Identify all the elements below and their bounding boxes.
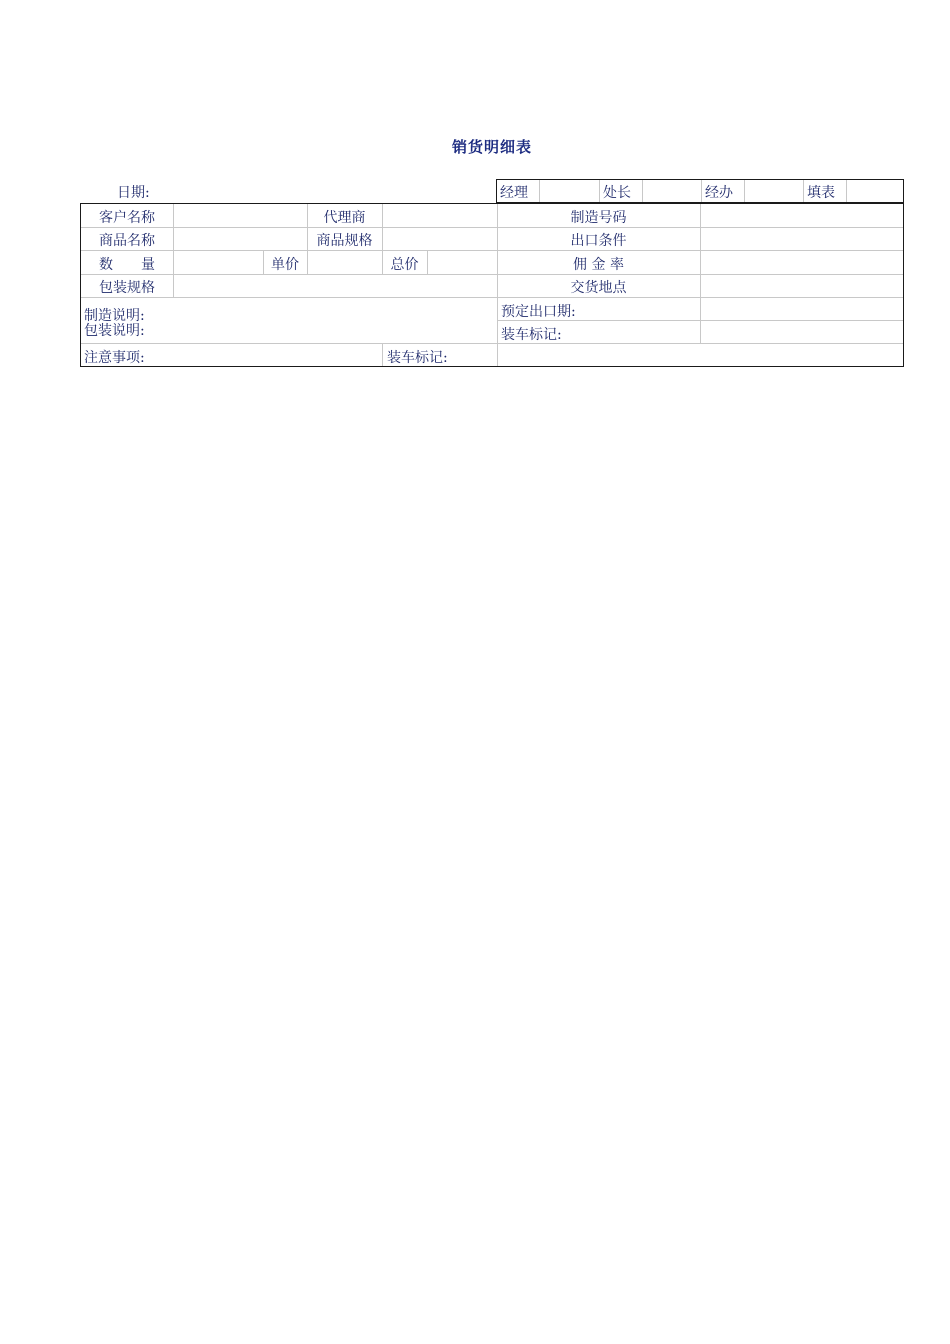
scheduled-export-field[interactable] (701, 297, 903, 320)
loading-mark-right-field[interactable] (701, 320, 903, 343)
loading-mark-bottom-label: 装车标记: (387, 350, 448, 366)
delivery-place-label: 交货地点 (570, 280, 627, 296)
notes-label: 注意事项: (84, 350, 145, 366)
product-spec-field[interactable] (383, 227, 497, 250)
section-chief-field[interactable] (643, 180, 702, 202)
agent-field[interactable] (383, 204, 497, 227)
manufacture-no-label: 制造号码 (570, 210, 627, 226)
quantity-label: 数 量 (99, 257, 155, 273)
total-price-field[interactable] (428, 250, 497, 274)
customer-name-field[interactable] (174, 204, 307, 227)
page-title: 销货明细表 (451, 138, 532, 156)
loading-mark-bottom-field[interactable] (498, 343, 903, 366)
agent-label: 代理商 (323, 210, 366, 226)
packing-spec-label: 包装规格 (99, 280, 155, 296)
section-chief-label: 处长 (600, 180, 643, 202)
manager-label: 经理 (497, 180, 540, 202)
export-terms-field[interactable] (701, 227, 903, 250)
handler-field[interactable] (745, 180, 804, 202)
filled-by-field[interactable] (847, 180, 903, 202)
delivery-place-field[interactable] (701, 274, 903, 297)
commission-rate-field[interactable] (701, 250, 903, 274)
packing-spec-field[interactable] (174, 274, 497, 297)
handler-label: 经办 (702, 180, 745, 202)
customer-name-label: 客户名称 (99, 210, 155, 226)
product-name-label: 商品名称 (99, 233, 155, 249)
product-name-field[interactable] (174, 227, 307, 250)
total-price-label: 总价 (390, 257, 419, 273)
scheduled-export-label: 预定出口期: (501, 304, 576, 320)
approval-row (496, 179, 904, 203)
packing-note-label: 包装说明: (84, 323, 145, 339)
unit-price-label: 单价 (271, 257, 299, 273)
product-spec-label: 商品规格 (316, 233, 373, 249)
export-terms-label: 出口条件 (570, 233, 627, 249)
sales-detail-form (80, 203, 904, 367)
manufacture-note-label: 制造说明: (84, 308, 145, 324)
filled-by-label: 填表 (804, 180, 847, 202)
unit-price-field[interactable] (308, 250, 382, 274)
quantity-field[interactable] (174, 250, 263, 274)
date-label: 日期: (117, 185, 150, 201)
loading-mark-right-label: 装车标记: (501, 327, 562, 343)
commission-rate-label: 佣 金 率 (573, 257, 624, 273)
manufacture-no-field[interactable] (701, 204, 903, 227)
manager-field[interactable] (540, 180, 600, 202)
